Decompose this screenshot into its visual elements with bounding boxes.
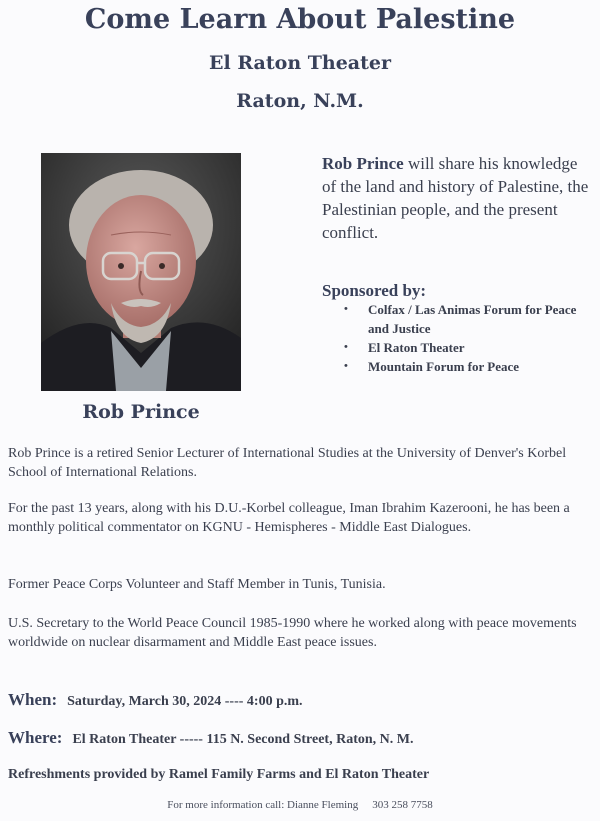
refreshments-note: Refreshments provided by Ramel Family Farms and El Raton Theater xyxy=(8,767,430,782)
when-label: When: xyxy=(8,690,58,709)
venue-heading: El Raton Theater xyxy=(209,52,391,74)
contact-phone: 303 258 7758 xyxy=(372,799,433,811)
where-value: El Raton Theater ----- 115 N. Second Street, Raton, N. M. xyxy=(72,732,414,747)
where-label: Where: xyxy=(8,728,63,747)
sponsored-heading: Sponsored by: xyxy=(322,281,427,300)
flyer-title: Come Learn About Palestine xyxy=(84,4,516,35)
when-value: Saturday, March 30, 2024 ---- 4:00 p.m. xyxy=(67,694,303,709)
bullet-icon: • xyxy=(344,303,348,315)
speaker-portrait-illustration xyxy=(41,153,241,391)
photo-caption: Rob Prince xyxy=(82,401,200,423)
contact-info xyxy=(0,799,600,811)
list-item xyxy=(342,357,592,376)
bio-paragraph: Former Peace Corps Volunteer and Staff Member in Tunis, Tunisia. xyxy=(8,577,386,592)
sponsor-list xyxy=(342,300,592,376)
bio-paragraph: Rob Prince is a retired Senior Lecturer of International Studies at the University of Denver's Korbel School of International Relations. xyxy=(8,446,567,480)
contact-text: For more information call: Dianne Fleming xyxy=(167,799,359,811)
speaker-photo xyxy=(41,153,241,391)
list-item xyxy=(342,300,592,338)
sponsor-name: Mountain Forum for Peace xyxy=(368,359,520,374)
intro-speaker-name: Rob Prince xyxy=(322,154,404,173)
sponsor-name: El Raton Theater xyxy=(368,340,465,355)
event-where xyxy=(8,728,594,748)
sponsor-name: Colfax / Las Animas Forum for Peace and Justice xyxy=(368,302,577,336)
event-when xyxy=(8,690,594,710)
intro-text: will share his knowledge of the land and history of Palestine, the Palestinian people, and the present conflict. xyxy=(322,154,589,242)
bio-paragraph: For the past 13 years, along with his D.U.-Korbel colleague, Iman Ibrahim Kazerooni, he has been a monthly political commentator on KGNU - Hemispheres - Middle East Dialogues. xyxy=(8,501,570,535)
bio-paragraph: U.S. Secretary to the World Peace Council 1985-1990 where he worked along with peace movements worldwide on nuclear disarmament and Middle East peace issues. xyxy=(8,616,577,650)
list-item xyxy=(342,338,592,357)
city-heading: Raton, N.M. xyxy=(236,90,364,112)
intro-paragraph xyxy=(322,152,590,244)
bullet-icon: • xyxy=(344,341,348,353)
bullet-icon: • xyxy=(344,360,348,372)
